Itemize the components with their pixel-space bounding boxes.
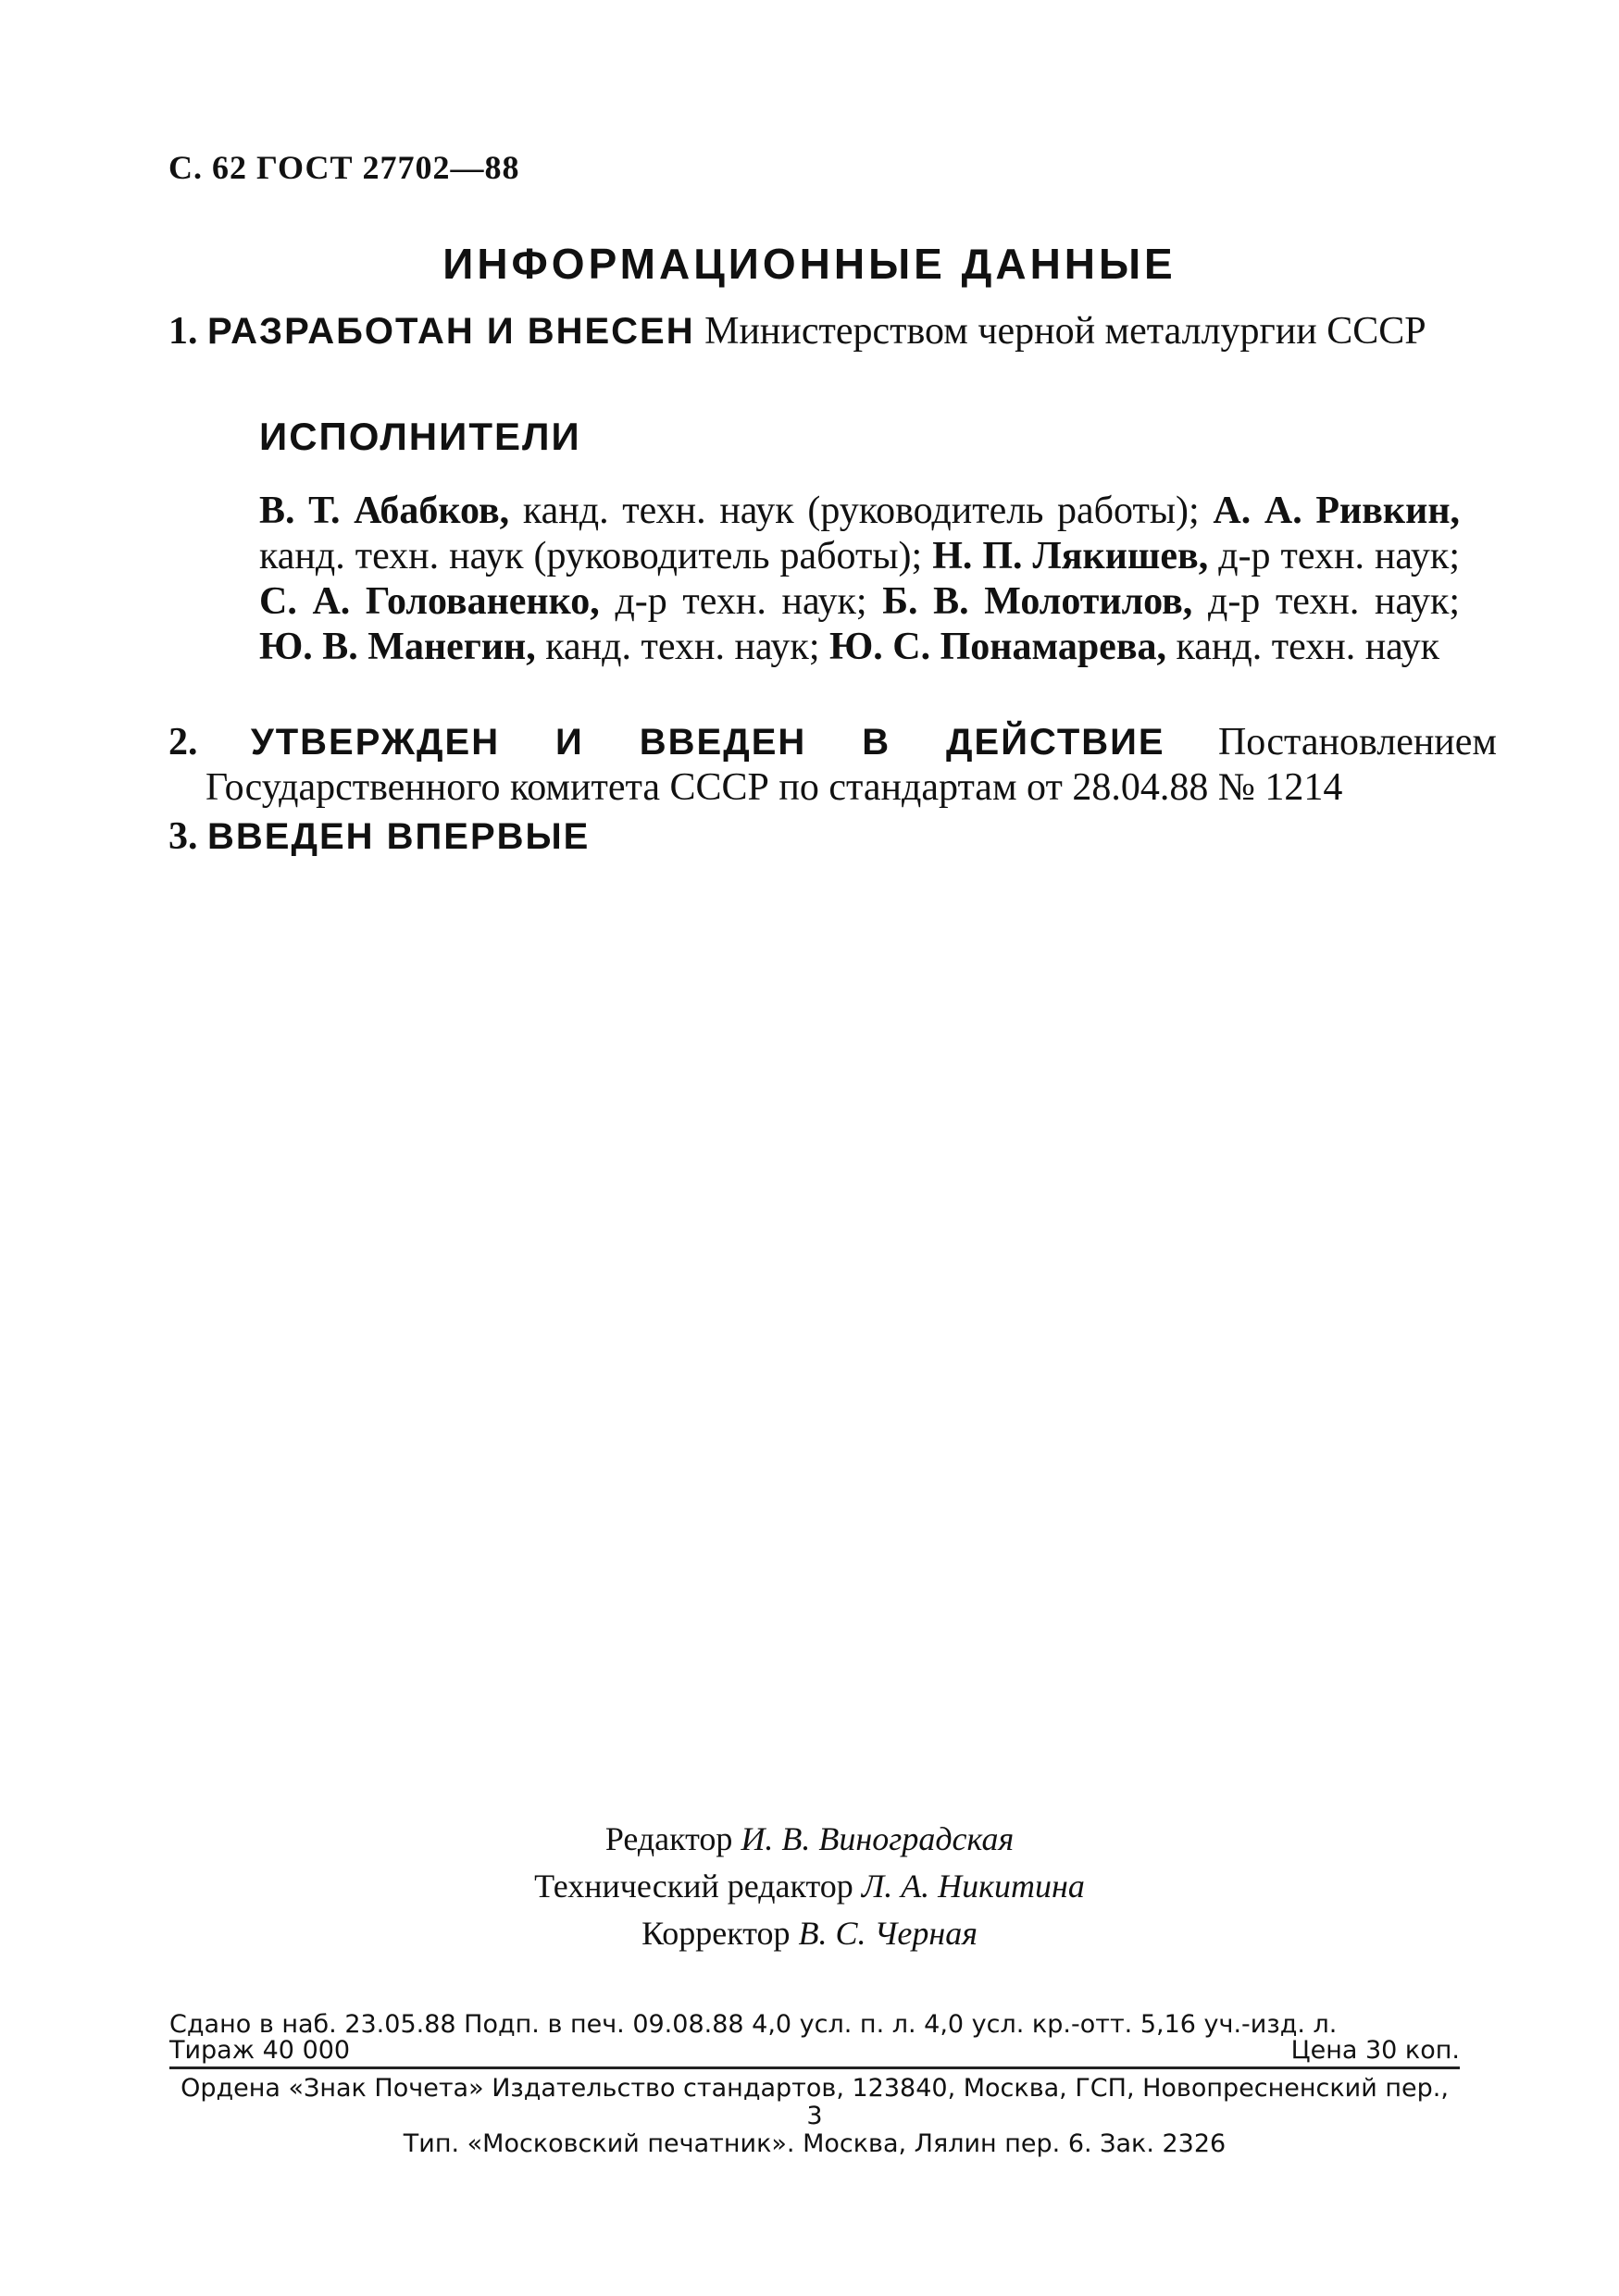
performer-role: канд. техн. наук [545,626,809,668]
performer-role: канд. техн. наук (руководитель работы) [522,490,1189,532]
performer-name: Н. П. Лякишев, [932,535,1209,577]
performer-role: д-р техн. наук [615,580,856,623]
item-approved [168,720,1497,811]
item-developed [168,309,1497,354]
item-caps: РАЗРАБОТАН И ВНЕСЕН [207,311,695,352]
performers-list: В. Т. Абабков, канд. техн. наук (руководитель работы); А. А. Ривкин, канд. техн. наук (руководитель работы); Н. П. Лякишев, д-р техн. наук; С. А. Голованенко, д-р техн. наук; Б. В. Молотилов, д-р техн. наук; Ю. В. Манегин, канд. техн. наук; Ю. С. Понамарева, канд. техн. наук [259,490,1461,668]
print-row [169,2038,1460,2064]
editor-name: И. В. Виноградская [741,1820,1015,1857]
tech-editor-line [0,1863,1619,1910]
tech-editor-name: Л. А. Никитина [861,1868,1085,1905]
corrector-label: Корректор [641,1915,791,1952]
corrector-line [0,1910,1619,1957]
tech-editor-label: Технический редактор [534,1868,853,1905]
editors-block [0,1816,1619,1957]
page-header [168,148,519,187]
item-caps: УТВЕРЖДЕН И ВВЕДЕН В ДЕЙСТВИЕ [250,722,1165,763]
performer-name: С. А. Голованенко, [259,580,600,623]
page-number: С. 62 [168,149,247,186]
performer-name: А. А. Ривкин, [1213,490,1461,532]
item-number: 1. [168,310,198,353]
price: Цена 30 коп. [1290,2036,1460,2065]
corrector-name: В. С. Черная [798,1915,978,1952]
print-info [169,2012,1460,2064]
divider-line [169,2066,1460,2069]
publisher-info [169,2075,1460,2158]
editor-line [0,1816,1619,1863]
performer-role: канд. техн. наук [1176,626,1440,668]
item-number: 3. [168,815,198,858]
performers-heading: ИСПОЛНИТЕЛИ [259,415,581,458]
printer-line: Тип. «Московский печатник». Москва, Лялин пер. 6. Зак. 2326 [403,2129,1227,2158]
performer-name: Ю. С. Понамарева, [829,626,1167,668]
performer-name: Б. В. Молотилов, [882,580,1193,623]
item-first-introduced [168,814,1460,860]
item-number: 2. [168,721,198,763]
item-text: Постановлением Государственного комитета СССР по стандартам от 28.04.88 № 1214 [205,721,1498,809]
performer-role: канд. техн. наук (руководитель работы) [259,535,912,577]
page-title: ИНФОРМАЦИОННЫЕ ДАННЫЕ [442,240,1177,288]
editor-label: Редактор [604,1820,733,1857]
circulation: Тираж 40 000 [169,2036,351,2065]
performer-name: Ю. В. Манегин, [259,626,536,668]
publisher-line: Ордена «Знак Почета» Издательство стандартов, 123840, Москва, ГСП, Новопресненский пер., 3 [181,2074,1449,2130]
item-caps: ВВЕДЕН ВПЕРВЫЕ [207,816,591,857]
print-dates: Сдано в наб. 23.05.88 Подп. в печ. 09.08.88 4,0 усл. п. л. 4,0 усл. кр.-отт. 5,16 уч.-изд. л. [169,2010,1338,2039]
performer-name: В. Т. Абабков, [259,490,510,532]
performer-role: д-р техн. наук [1218,535,1450,577]
performer-role: д-р техн. наук [1207,580,1450,623]
standard-number: ГОСТ 27702—88 [256,149,520,186]
item-text: Министерством черной металлургии СССР [704,310,1426,353]
